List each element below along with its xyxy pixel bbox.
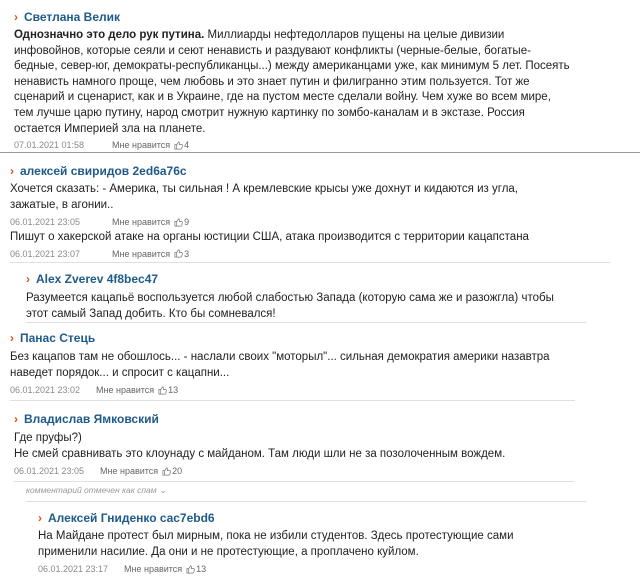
arrow-icon: › xyxy=(38,511,42,525)
comment-author[interactable]: Алексей Гниденко cac7ebd6 xyxy=(48,511,215,525)
divider xyxy=(26,322,586,323)
like-count: 13 xyxy=(168,385,179,396)
comment-header xyxy=(26,271,616,287)
like-count: 9 xyxy=(184,217,190,228)
comment-meta xyxy=(10,383,610,397)
thumbs-up-icon[interactable] xyxy=(174,218,183,227)
arrow-icon: › xyxy=(10,164,14,178)
like-button[interactable]: Мне нравится xyxy=(112,140,171,151)
like-button[interactable]: Мне нравится xyxy=(112,217,171,228)
comment-lead: Однозначно это дело рук путина. xyxy=(14,29,205,41)
text-line: Разумеется кацапьё воспользуется любой слабостью Запада (которую сама же и разожгла) чтобы xyxy=(26,292,554,304)
text-line: этот самый Запад добить. Кто бы сомневался! xyxy=(26,307,276,320)
comment-author[interactable]: алексей свиридов 2ed6a76c xyxy=(20,164,187,178)
text-line: инфовойнов, которые сеяли и сеют ненависть и раздувают конфликты (черные-белые, богатые- xyxy=(14,44,531,57)
comment-author[interactable]: Alex Zverev 4f8bec47 xyxy=(36,272,159,286)
comment-text xyxy=(14,431,614,462)
comment xyxy=(38,510,618,576)
text-line: остается Империей зла на планете. xyxy=(14,122,206,135)
comment-header xyxy=(10,330,610,346)
comment-text xyxy=(26,291,616,322)
chevron-down-icon[interactable]: ⌄ xyxy=(159,485,167,495)
text-line: Миллиарды нефтедолларов пущены на целые дивизии xyxy=(204,29,505,41)
spam-notice-text: комментарий отмечен как спам xyxy=(26,485,157,495)
divider xyxy=(10,400,575,401)
comment-date: 06.01.2021 23:02 xyxy=(10,385,81,396)
divider xyxy=(10,262,610,263)
comment-header xyxy=(14,411,614,427)
thumbs-up-icon[interactable] xyxy=(162,467,171,476)
text-line: Пишут о хакерской атаке на органы юстиции США, атака производится с территории кацапстана xyxy=(10,231,529,244)
comment-text-continued xyxy=(10,230,610,246)
text-line: Без кацапов там не обошлось... - наслали своих "моторыл"... сильная демократия америки назавтра xyxy=(10,351,550,363)
thumbs-up-icon[interactable] xyxy=(174,249,183,258)
comment-author[interactable]: Владислав Ямковский xyxy=(24,412,159,426)
comment-header xyxy=(14,9,624,25)
comment-meta xyxy=(38,562,618,576)
text-line: На Майдане протест был мирным, пока не избили студентов. Здесь протестующие сами xyxy=(38,530,514,542)
comment-text xyxy=(38,529,618,560)
comment-meta xyxy=(14,138,624,152)
arrow-icon: › xyxy=(14,10,18,24)
like-count: 3 xyxy=(184,248,190,259)
like-count: 20 xyxy=(172,466,183,477)
comment xyxy=(14,411,614,478)
comment-date: 06.01.2021 23:07 xyxy=(10,248,81,259)
comment-date: 06.01.2021 23:05 xyxy=(14,466,85,477)
like-count: 13 xyxy=(196,564,207,575)
like-button[interactable]: Мне нравится xyxy=(124,564,183,575)
comment-date: 06.01.2021 23:05 xyxy=(10,217,81,228)
text-line: применили насилие. Да они и не протестующие, а проплачено куйлом. xyxy=(38,545,419,558)
text-line: Не смей сравнивать это клоунаду с майданом. Там люди шли не за позолоченным вождем. xyxy=(14,447,506,460)
divider xyxy=(0,152,640,153)
comment-header xyxy=(10,163,610,179)
text-line: сценарий и сценарист, как и в Украине, где на пустом месте сделали войну. Чем хуже во всем мире, xyxy=(14,91,551,104)
comment xyxy=(10,163,610,261)
like-button[interactable]: Мне нравится xyxy=(112,248,171,259)
comment-header xyxy=(38,510,618,526)
text-line: бедные, север-юг, демократы-республиканцы...) между американцами уже, как минимум 5 лет. Посеять xyxy=(14,60,570,73)
divider xyxy=(14,481,574,482)
comment-author[interactable]: Светлана Велик xyxy=(24,10,121,24)
like-button[interactable]: Мне нравится xyxy=(100,466,159,477)
comment-date: 07.01.2021 01:58 xyxy=(14,140,85,151)
text-line: ненависть намного проще, чем любовь и это знает путин и филигранно этим пользуется. Тот же xyxy=(14,75,530,88)
arrow-icon: › xyxy=(26,272,30,286)
text-line: зажатые, в агонии.. xyxy=(10,198,114,211)
arrow-icon: › xyxy=(10,331,14,345)
comment-date: 06.01.2021 23:17 xyxy=(38,564,109,575)
comment-meta xyxy=(14,464,614,478)
comment xyxy=(14,9,624,152)
comment-text xyxy=(10,182,610,213)
thumbs-up-icon[interactable] xyxy=(174,141,183,150)
comment-text xyxy=(10,350,610,381)
text-line: Хочется сказать: - Америка, ты сильная ! А кремлевские крысы уже дохнут и кидаются из угла, xyxy=(10,183,518,195)
text-line: тем лучше царю путину, народ смотрит нужную картинку по зомбо-каналам и в экстазе. Россия xyxy=(14,106,525,119)
text-line: наведет порядок... и спросит с кацапни... xyxy=(10,366,230,379)
comment xyxy=(10,330,610,397)
comment-author[interactable]: Панас Стець xyxy=(20,331,96,345)
arrow-icon: › xyxy=(14,412,18,426)
comment-text xyxy=(14,28,624,137)
comment-meta xyxy=(10,247,610,261)
divider xyxy=(26,501,586,502)
thumbs-up-icon[interactable] xyxy=(158,386,167,395)
like-count: 4 xyxy=(184,140,190,151)
like-button[interactable]: Мне нравится xyxy=(96,385,155,396)
comment xyxy=(26,271,616,322)
text-line: Где пруфы?) xyxy=(14,432,82,444)
thumbs-up-icon[interactable] xyxy=(186,565,195,574)
comment-meta xyxy=(10,215,610,229)
spam-notice[interactable] xyxy=(26,485,167,496)
